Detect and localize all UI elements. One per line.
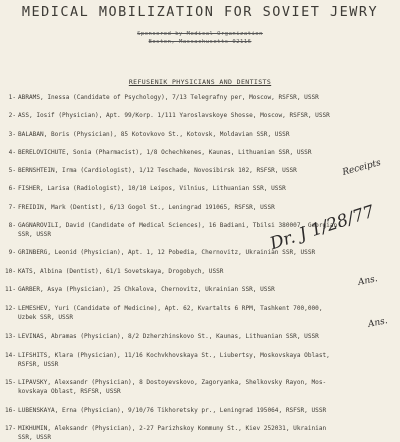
list-item-text: Uzbek SSR, USSR [18,314,74,321]
list-item [2,112,398,120]
list-item-number: 8- [8,222,16,229]
list-item-text: ASS, Iosif (Physician), Apt. 99/Korp. 1/111 Yaroslavskoye Shosse, Moscow, RSFSR, USSR [18,112,330,119]
list-item-number: 16- [4,407,16,414]
list-item-number: 7- [8,204,16,211]
handwritten-date: Dr. J 1/28/77 [267,201,377,255]
list-item [2,149,398,157]
list-item [2,352,398,360]
list-item [2,185,398,193]
list-item-text: LEVINAS, Abramas (Physician), 8/2 Dzherzhinskovo St., Kaunas, Lithuanian SSR, USSR [18,333,319,340]
list-item [2,388,398,396]
list-item-number: 2- [8,112,16,119]
list-item [2,94,398,102]
list-item-text: BALABAN, Boris (Physician), 85 Kotovkovo St., Kotovsk, Moldavian SSR, USSR [18,131,290,138]
list-item-text: FREIDIN, Mark (Dentist), 6/13 Gogol St., Leningrad 191065, RSFSR, USSR [18,204,275,211]
list-item-number: 5- [8,167,16,174]
margin-note-receipts: Receipts [341,158,382,178]
list-item [2,333,398,341]
list-item-number: 15- [4,379,16,386]
list-item-number: 14- [4,352,16,359]
list-item-text: LIPAVSKY, Alexsandr (Physician), 8 Dostoyevskovo, Zagoryanka, Shelkovsky Rayon, Mos- [18,379,327,386]
list-item-number: 13- [4,333,16,340]
document-title: MEDICAL MOBILIZATION FOR SOVIET JEWRY [21,4,379,20]
list-item [2,268,398,276]
list-item [2,249,398,257]
list-item-text: SSR, USSR [18,231,52,238]
list-item-text: SSR, USSR [18,434,52,441]
struck-subtitle-line-1: Sponsored by Medical Organization [137,31,263,37]
list-item [2,167,398,175]
list-item-text: LEMESHEV, Yuri (Candidate of Medicine), Apt. 62, Kvartalts 6 RPM, Tashkent 700,000, [18,305,323,312]
list-item [2,434,398,442]
list-item-number: 6- [8,185,16,192]
list-item-text: GARBER, Asya (Physician), 25 Chkalova, Chernovitz, Ukrainian SSR, USSR [18,286,275,293]
list-item-number: 17- [4,425,16,432]
list-item [2,425,398,433]
list-item-text: RSFSR, USSR [18,361,59,368]
list-item-number: 10- [4,268,16,275]
list-item [2,314,398,322]
list-item-text: ABRAMS, Inessa (Candidate of Psychology), 7/13 Telegrafny per, Moscow, RSFSR, USSR [18,94,319,101]
list-item [2,286,398,294]
list-item [2,204,398,212]
list-item [2,305,398,313]
list-item [2,407,398,415]
list-item-number: 11- [4,286,16,293]
list-item-number: 4- [8,149,16,156]
list-item-text: MIKHUMIN, Aleksandr (Physician), 2-27 Parizhskoy Kommuny St., Kiev 252031, Ukrainian [18,425,327,432]
list-item-text: FISHER, Larisa (Radiologist), 10/10 Leipos, Vilnius, Lithuanian SSR, USSR [18,185,286,192]
list-item-text: LIFSHITS, Klara (Physician), 11/16 Kochvkhovskaya St., Liubertsy, Moskovskaya Oblast, [18,352,330,359]
list-item-text: GRINBERG, Leonid (Physician), Apt. 1, 12 Pobedia, Chernovitz, Ukrainian SSR, USSR [18,249,316,256]
list-item-text: LUBENSKAYA, Erna (Physician), 9/10/76 Tikhoretsky pr., Leningrad 195064, RSFSR, USSR [18,407,327,414]
list-item-number: 3- [8,131,16,138]
list-item [2,361,398,369]
margin-note-ans-2: Ans. [367,316,389,330]
list-item [2,131,398,139]
struck-subtitle-line-2: Boston, Massachusetts 02116 [148,39,252,45]
list-item-text: BERNSHTEIN, Irma (Cardiologist), 1/12 Teschade, Novosibirsk 102, RSFSR, USSR [18,167,297,174]
list-item-text: BERELOVICHUTE, Sonia (Pharmacist), 1/8 Ochechkenes, Kaunas, Lithuanian SSR, USSR [18,149,312,156]
list-item [2,379,398,387]
list-item-text: KATS, Albina (Dentist), 61/1 Sovetskaya, Drogobych, USSR [18,268,224,275]
list-item-number: 9- [8,249,16,256]
margin-note-ans-1: Ans. [357,274,379,288]
list-item-text: GAGNAROVILI, David (Candidate of Medical Sciences), 16 Badiani, Tbilsi 380007, Georgian [18,222,338,229]
list-item-number: 1- [8,94,16,101]
list-item-text: kovskaya Oblast, RSFSR, USSR [18,388,121,395]
list-heading: REFUSENIK PHYSICIANS AND DENTISTS [128,78,272,86]
list-item-number: 12- [4,305,16,312]
